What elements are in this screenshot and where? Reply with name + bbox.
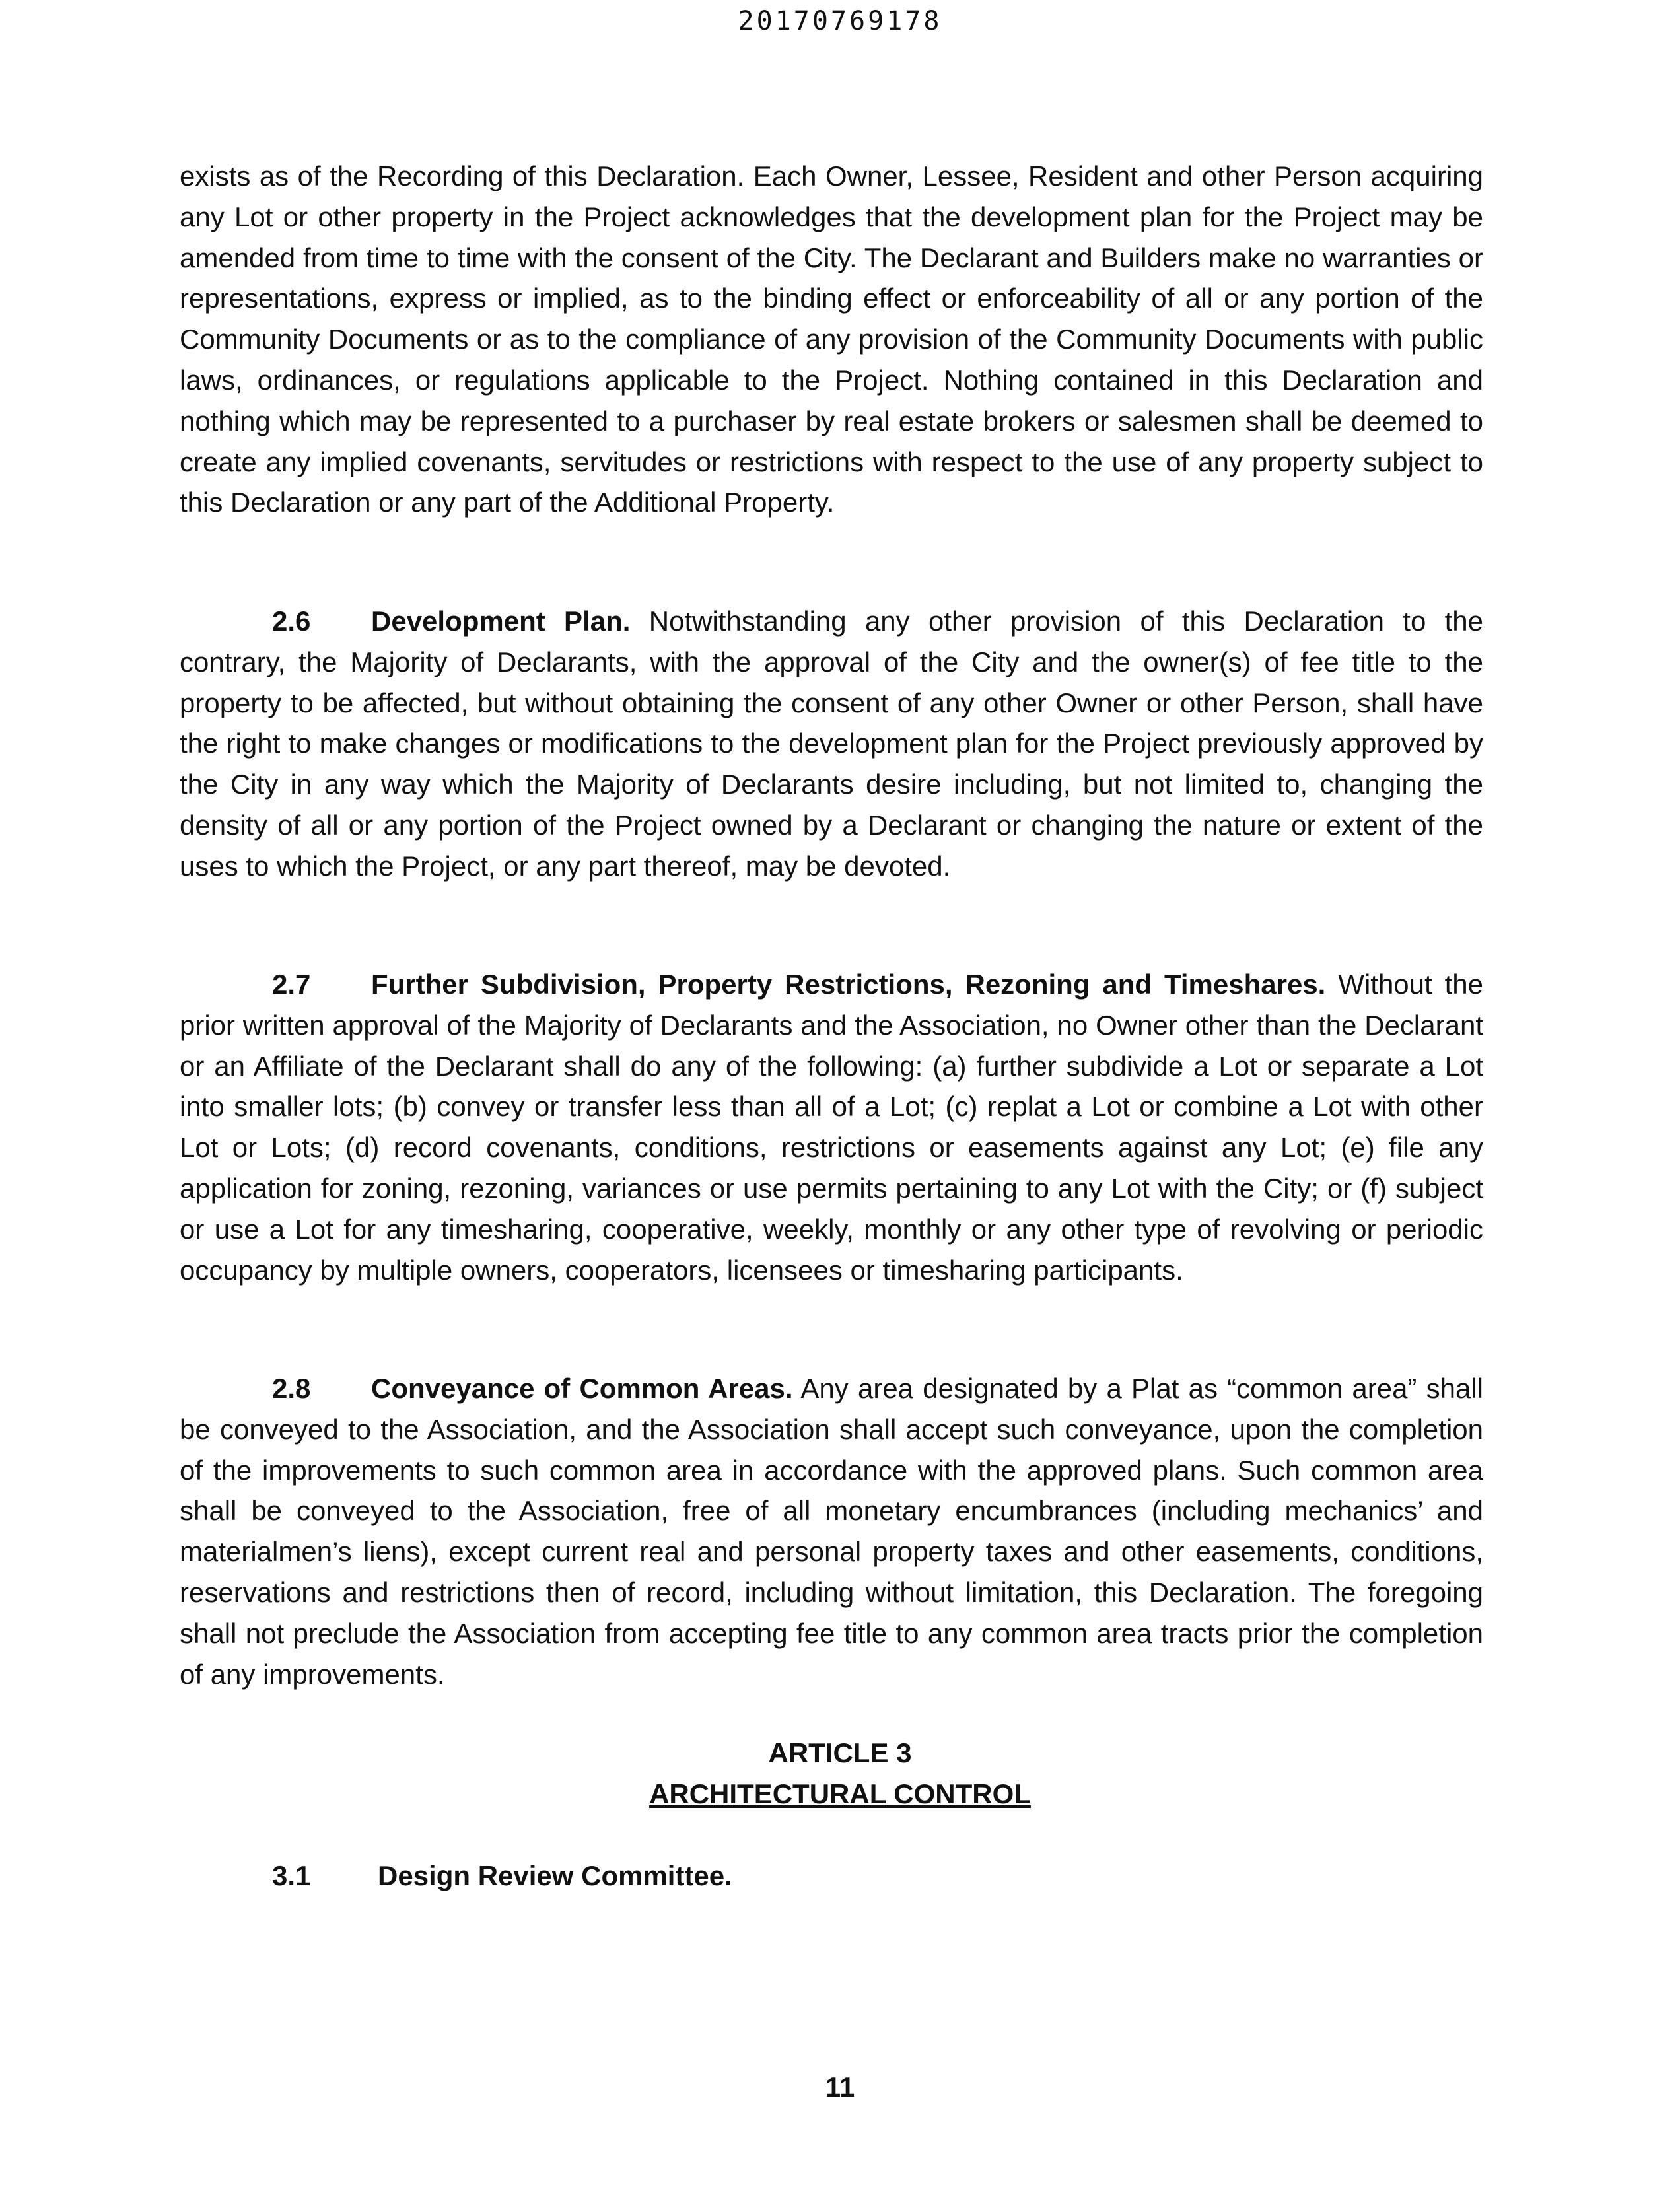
subsection-heading — [272, 1856, 732, 1896]
section-text: Without the prior written approval of the Majority of Declarants and the Association, no Owner other than the Declarant or an Affiliate of the Declarant shall do any of the following: (a) further subdivide a Lot or separate a Lot into smaller lots; (b) convey or transfer less than all of a Lot; (c) replat a Lot or combine a Lot with other Lot or Lots; (d) record covenants, conditions, restrictions or easements against any Lot; (e) file any application for zoning, rezoning, variances or use permits pertaining to any Lot with the City; or (f) subject or use a Lot for any timesharing, cooperative, weekly, monthly or any other type of revolving or periodic occupancy by multiple owners, cooperators, licensees or timesharing participants. — [180, 969, 1483, 1286]
section-2-8 — [180, 1368, 1483, 1694]
section-title: Development Plan. — [371, 606, 631, 637]
document-number: 20170769178 — [738, 6, 942, 36]
section-paragraph — [180, 601, 1483, 887]
section-number: 2.6 — [272, 606, 311, 637]
article-heading — [0, 1733, 1680, 1815]
section-number: 2.7 — [272, 969, 311, 1000]
subsection-title: Design Review Committee. — [378, 1860, 732, 1891]
section-paragraph — [180, 1368, 1483, 1694]
paragraph-text: exists as of the Recording of this Declaration. Each Owner, Lessee, Resident and other Person acquiring any Lot or other property in the Project acknowledges that the development plan for the Project may be amended from time to time with the consent of the City. The Declarant and Builders make no warranties or representations, express or implied, as to the binding effect or enforceability of all or any portion of the Community Documents or as to the compliance of any provision of the Community Documents with public laws, ordinances, or regulations applicable to the Project. Nothing contained in this Declaration and nothing which may be represented to a purchaser by real estate brokers or salesmen shall be deemed to create any implied covenants, servitudes or restrictions with respect to the use of any property subject to this Declaration or any part of the Additional Property. — [180, 160, 1483, 518]
paragraph-continuation — [180, 156, 1483, 523]
section-number: 2.8 — [272, 1373, 311, 1404]
section-text: Notwithstanding any other provision of this Declaration to the contrary, the Majority of Declarants, with the approval of the City and the owner(s) of fee title to the property to be affected, but without obtaining the consent of any other Owner or other Person, shall have the right to make changes or modifications to the development plan for the Project previously approved by the City in any way which the Majority of Declarants desire including, but not limited to, changing the density of all or any portion of the Project owned by a Declarant or changing the nature or extent of the uses to which the Project, or any part thereof, may be devoted. — [180, 606, 1484, 882]
section-text: Any area designated by a Plat as “common area” shall be conveyed to the Association, and the Association shall accept such conveyance, upon the completion of the improvements to such common area in accordance with the approved plans. Such common area shall be conveyed to the Association, free of all monetary encumbrances (including mechanics’ and materialmen’s liens), except current real and personal property taxes and other easements, conditions, reservations and restrictions then of record, including without limitation, this Declaration. The foregoing shall not preclude the Association from accepting fee title to any common area tracts prior the completion of any improvements. — [180, 1373, 1483, 1690]
section-title: Conveyance of Common Areas. — [371, 1373, 793, 1404]
section-2-7 — [180, 964, 1483, 1290]
article-label: ARTICLE 3 — [768, 1737, 912, 1768]
section-title: Further Subdivision, Property Restrictions, Rezoning and Timeshares. — [371, 969, 1326, 1000]
page-number: 11 — [825, 2071, 855, 2102]
section-paragraph — [180, 964, 1483, 1290]
subsection-number: 3.1 — [272, 1860, 311, 1891]
section-2-6 — [180, 601, 1483, 887]
article-title: ARCHITECTURAL CONTROL — [649, 1778, 1031, 1809]
